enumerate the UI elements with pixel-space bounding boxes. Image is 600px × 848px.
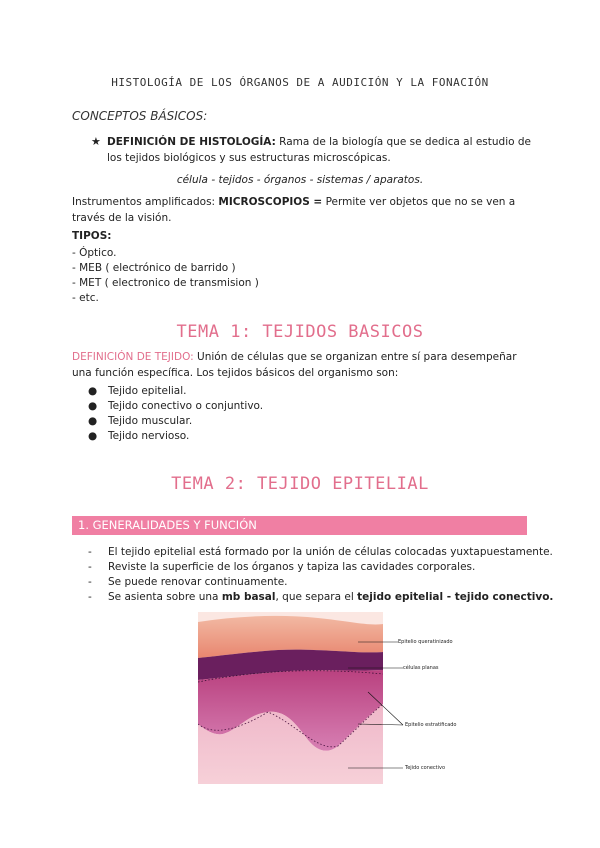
dash-icon: -: [88, 591, 92, 603]
list-item-text: El tejido epitelial está formado por la unión de células colocadas yuxtapuestamente.: [108, 546, 553, 558]
list-item: [88, 399, 263, 414]
conceptos-heading: CONCEPTOS BÁSICOS:: [72, 109, 208, 123]
generalidades-banner: [72, 516, 527, 535]
histologia-definition-label: DEFINICIÓN DE HISTOLOGÍA:: [107, 136, 276, 148]
figure-label: Epitelio queratinizado: [398, 639, 453, 645]
tipos-list: [72, 246, 259, 306]
list-item-text: Se asienta sobre una: [108, 591, 222, 603]
list-item-text: Tejido muscular.: [108, 415, 193, 427]
histology-figure: [198, 612, 468, 784]
tema2-heading: TEMA 2: TEJIDO EPITELIAL: [171, 474, 429, 494]
tipos-item: - MEB ( electrónico de barrido ): [72, 262, 236, 274]
instrumentos-suffix: Permite ver objetos que no se ven a través de la visión.: [72, 196, 516, 224]
tipos-item: - etc.: [72, 292, 99, 304]
generalidades-list: [88, 545, 554, 605]
bullet-icon: ●: [88, 415, 98, 427]
organization-chain: célula - tejidos - órganos - sistemas / aparatos.: [176, 174, 424, 186]
list-item: [88, 590, 554, 605]
list-item-text: , que separa el: [275, 591, 358, 603]
histologia-definition-text: [107, 134, 532, 166]
list-item-text: Tejido conectivo o conjuntivo.: [108, 400, 264, 412]
figure-label: Epitelio estratificado: [405, 722, 457, 728]
mb-basal-label: mb basal: [221, 591, 276, 603]
list-item-text: Se puede renovar continuamente.: [108, 576, 288, 588]
figure-label: Tejido conectivo: [405, 765, 446, 771]
tejido-separation-label: tejido epitelial - tejido conectivo.: [357, 591, 554, 603]
list-item: [88, 384, 263, 399]
tema1-heading: TEMA 1: TEJIDOS BASICOS: [176, 322, 424, 342]
dash-icon: -: [88, 561, 92, 573]
dash-icon: -: [88, 576, 92, 588]
dash-icon: -: [88, 546, 92, 558]
tipos-title: TIPOS:: [72, 230, 112, 242]
tipos-item: - Óptico.: [72, 247, 117, 259]
tejido-definition-label: DEFINICIÓN DE TEJIDO:: [72, 351, 194, 363]
histologia-definition-body: Rama de la biología que se dedica al estudio de los tejidos biológicos y sus estructuras microscópicas.: [107, 136, 532, 164]
bullet-icon: ●: [88, 400, 98, 412]
document-title: HISTOLOGÍA DE LOS ÓRGANOS DE A AUDICIÓN Y LA FONACIÓN: [111, 76, 489, 89]
list-item: [88, 575, 533, 590]
bullet-icon: ●: [88, 430, 98, 442]
list-item-text: Reviste la superficie de los órganos y tapiza las cavidades corporales.: [108, 561, 476, 573]
generalidades-banner-text: 1. GENERALIDADES Y FUNCIÓN: [78, 518, 257, 532]
list-item-text: Tejido epitelial.: [108, 385, 187, 397]
list-item: [88, 545, 553, 560]
list-item: [88, 429, 263, 444]
list-item-text: Tejido nervioso.: [108, 430, 190, 442]
list-item: [88, 414, 263, 429]
star-icon: ★: [91, 135, 101, 148]
tejido-definition: [72, 349, 532, 381]
epithelium-micrograph: [198, 612, 468, 784]
instrumentos-prefix: Instrumentos amplificados:: [72, 196, 219, 208]
list-item: [88, 560, 533, 575]
bullet-icon: ●: [88, 385, 98, 397]
instrumentos-paragraph: [72, 194, 532, 226]
tejido-definition-body: Unión de células que se organizan entre sí para desempeñar una función específica. Los tejidos básicos del organismo son:: [72, 351, 517, 379]
microscopios-label: MICROSCOPIOS =: [218, 196, 323, 208]
tejidos-list: [88, 384, 263, 444]
tipos-item: - MET ( electronico de transmision ): [72, 277, 259, 289]
figure-label: células planas: [403, 665, 439, 671]
